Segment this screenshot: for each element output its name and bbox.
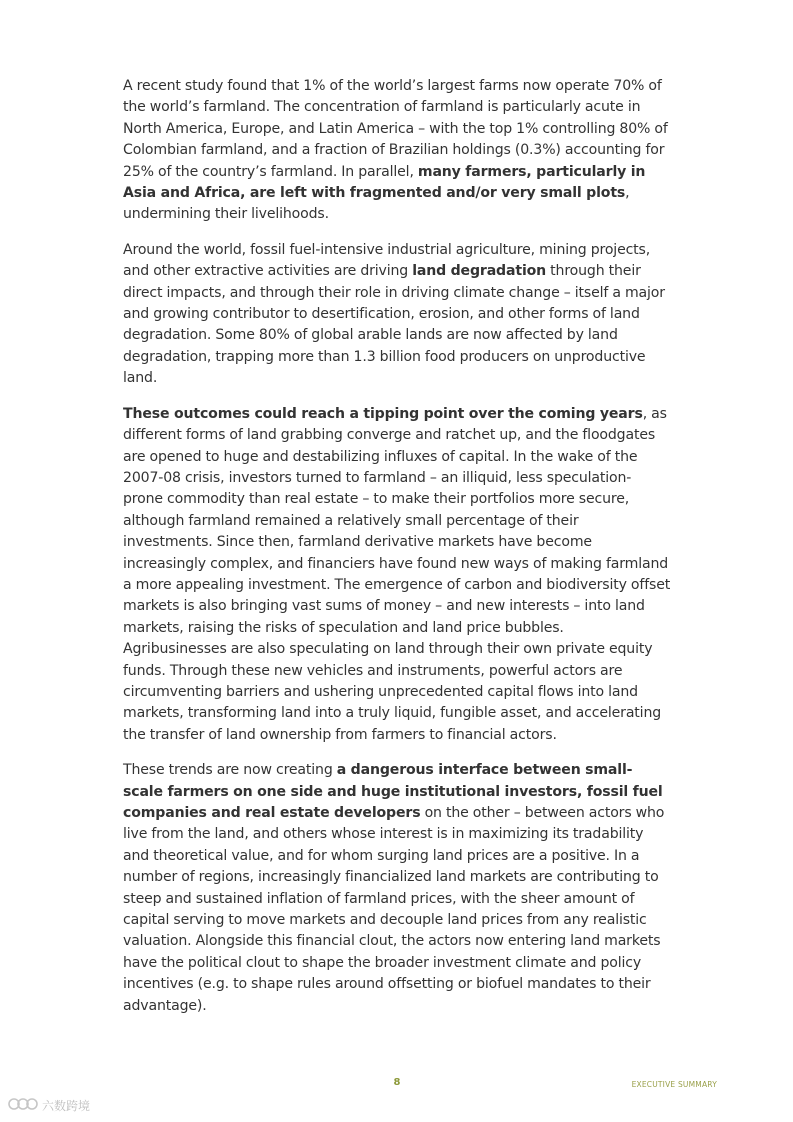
text-run: Around the world, fossil fuel-intensive industrial agriculture, mining projects, and other extractive activities are driving: [123, 241, 651, 280]
page-number: 8: [393, 1077, 401, 1088]
paragraph-concentration: [123, 76, 671, 226]
text-run: on the other – between actors who live from the land, and others whose interest is in maximizing its tradability and theoretical value, and for whom surging land prices are a positive. In a number of regions, increasingly financialized land markets are contributing to steep and sustained inflation of farmland prices, with the sheer amount of capital serving to move markets and decouple land prices from any realistic valuation. Alongside this financial clout, the actors now entering land markets have the political clout to shape the broader investment climate and policy incentives (e.g. to shape rules around offsetting or biofuel mandates to their advantage).: [123, 805, 665, 1014]
paragraph-degradation: [123, 240, 671, 390]
text-run: , as different forms of land grabbing converge and ratchet up, and the floodgates are opened to huge and destabilizing influxes of capital. In the wake of the 2007-08 crisis, investors turned to farmland – an illiquid, less speculation-prone commodity than real estate – to make their portfolios more secure, although farmland remained a relatively small percentage of their investments. Since then, farmland derivative markets have become increasingly complex, and financiers have found new ways of making farmland a more appealing investment. The emergence of carbon and biodiversity offset markets is also bringing vast sums of money – and new interests – into land markets, raising the risks of speculation and land price bubbles. Agribusinesses are also speculating on land through their own private equity funds. Through these new vehicles and instruments, powerful actors are circumventing barriers and ushering unprecedented capital flows into land markets, transforming land into a truly liquid, fungible asset, and accelerating the transfer of land ownership from farmers to financial actors.: [123, 405, 671, 743]
paragraph-tipping-point: [123, 404, 671, 747]
text-run: These trends are now creating: [123, 762, 337, 779]
paragraph-dangerous-interface: [123, 760, 671, 1017]
section-title: EXECUTIVE SUMMARY: [631, 1080, 717, 1089]
bold-run: land degradation: [412, 263, 547, 280]
watermark-text: 六数跨境: [42, 1098, 91, 1113]
text-run: through their direct impacts, and through their role in driving climate change – itself a major and growing contributor to desertification, erosion, and other forms of land degradation. Some 80% of global arable lands are now affected by land degradation, trapping more than 1.3 billion food producers on unproductive land.: [123, 263, 665, 387]
bold-run: a dangerous interface between small-scale farmers on one side and huge institutional investors, fossil fuel companies and real estate developers: [123, 762, 663, 821]
bold-run: many farmers, particularly in Asia and Africa, are left with fragmented and/or very small plots: [123, 163, 646, 202]
page-body: [123, 76, 671, 1031]
logo-icon: [8, 1095, 38, 1115]
bold-run: These outcomes could reach a tipping point over the coming years: [123, 405, 643, 422]
text-run: , undermining their livelihoods.: [123, 185, 630, 223]
watermark: [8, 1095, 90, 1115]
text-run: A recent study found that 1% of the world’s largest farms now operate 70% of the world’s farmland. The concentration of farmland is particularly acute in North America, Europe, and Latin America – with the top 1% controlling 80% of Colombian farmland, and a fraction of Brazilian holdings (0.3%) accounting for 25% of the country’s farmland. In parallel,: [123, 78, 668, 180]
